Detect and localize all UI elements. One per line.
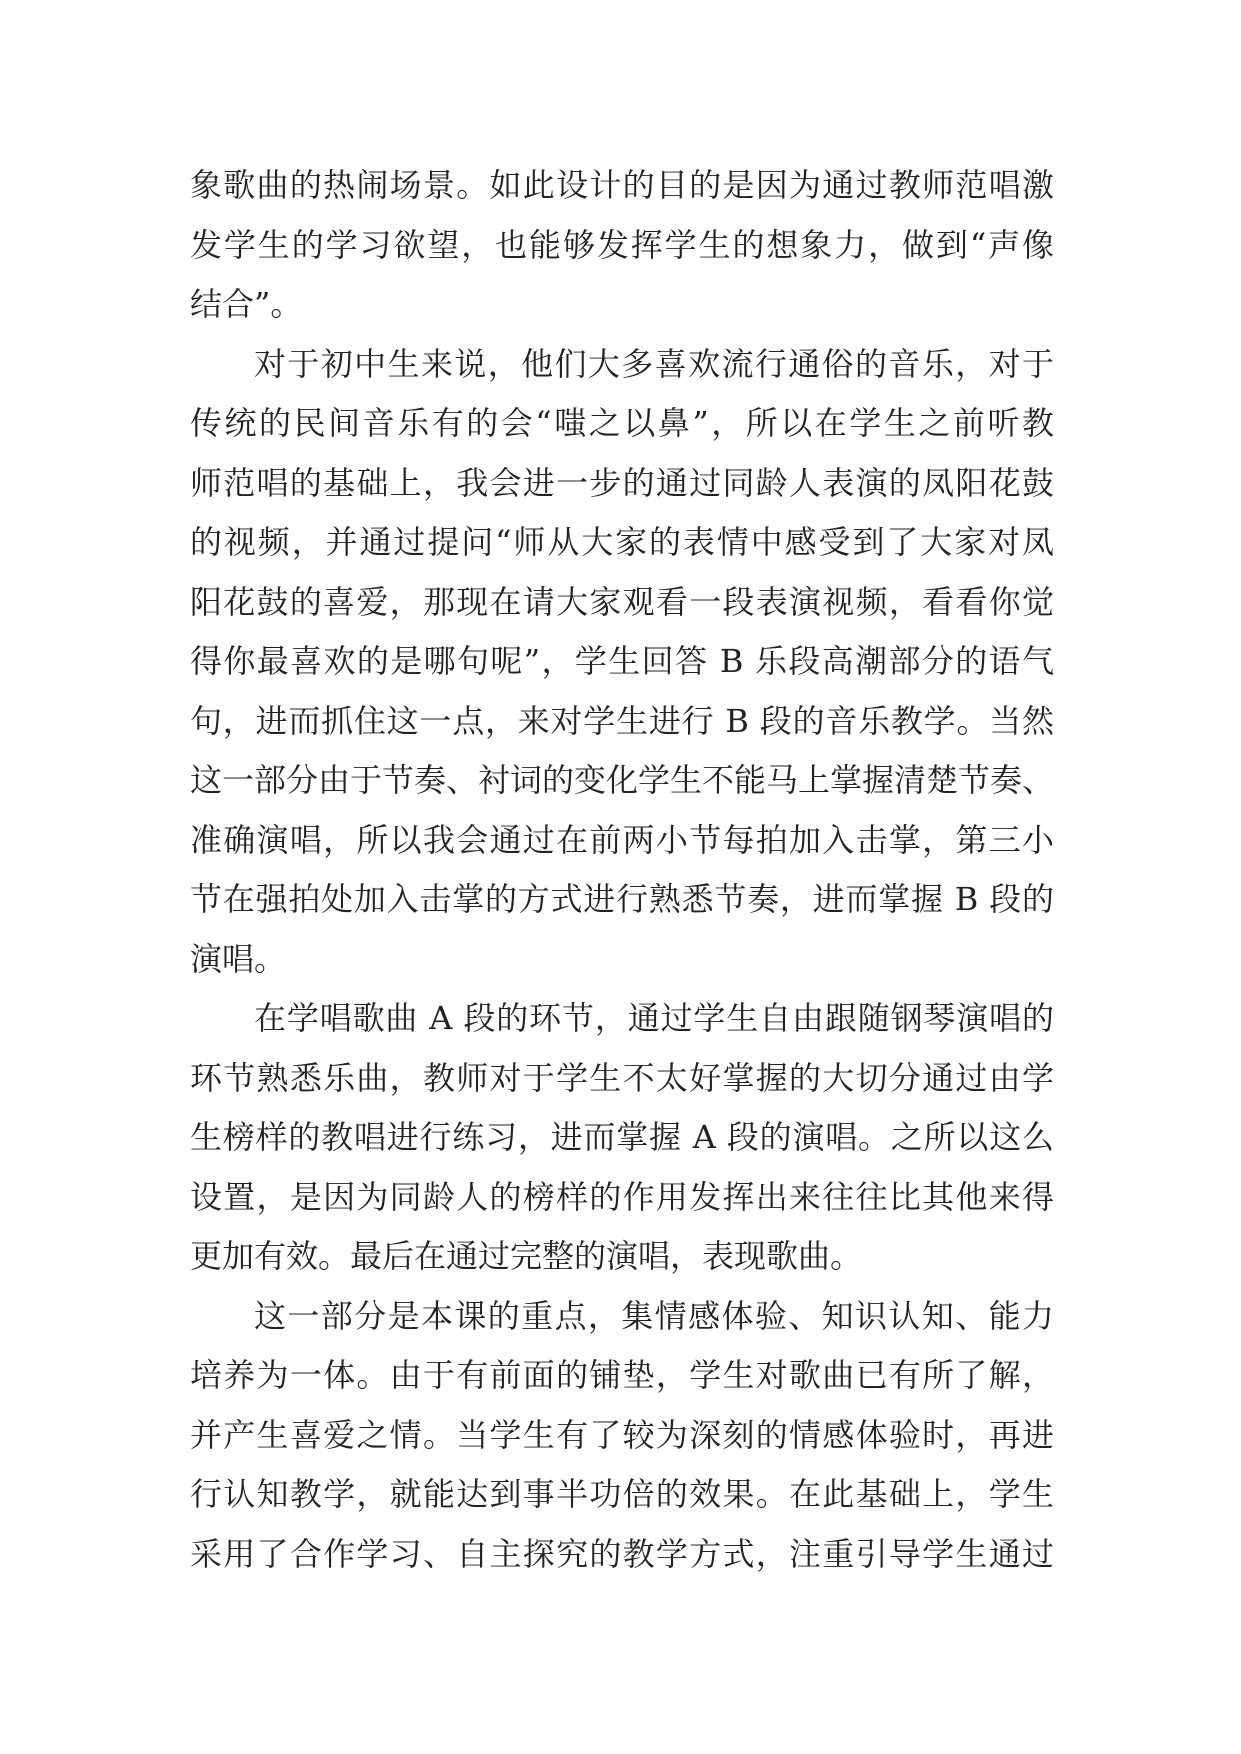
text-line: 更加有效。最后在通过完整的演唱，表现歌曲。 (190, 1237, 863, 1275)
text-line: 象歌曲的热闹场景。如此设计的目的是因为通过教师范唱激 (190, 166, 1054, 204)
text-line: 演唱。 (190, 939, 287, 978)
text-line: 节在强拍处加入击掌的方式进行熟悉节奏，进而掌握 B 段的 (190, 880, 1054, 918)
text-line: 发学生的学习欲望，也能够发挥学生的想象力，做到“声像 (190, 225, 1054, 264)
text-line: 对于初中生来说，他们大多喜欢流行通俗的音乐，对于 (254, 344, 1054, 383)
text-line: 传统的民间音乐有的会“嗤之以鼻”，所以在学生之前听教 (190, 404, 1054, 442)
text-line: 准确演唱，所以我会通过在前两小节每拍加入击掌，第三小 (190, 820, 1054, 859)
text-line: 采用了合作学习、自主探究的教学方式，注重引导学生通过 (190, 1534, 1054, 1573)
text-line: 阳花鼓的喜爱，那现在请大家观看一段表演视频，看看你觉 (190, 582, 1054, 621)
text-line: 生榜样的教唱进行练习，进而掌握 A 段的演唱。之所以这么 (190, 1118, 1054, 1156)
text-line: 在学唱歌曲 A 段的环节，通过学生自由跟随钢琴演唱的 (254, 999, 1054, 1037)
text-line: 的视频，并通过提问“师从大家的表情中感受到了大家对凤 (190, 523, 1054, 561)
text-line: 这一部分由于节奏、衬词的变化学生不能马上掌握清楚节奏、 (190, 761, 1055, 799)
text-line: 句，进而抓住这一点，来对学生进行 B 段的音乐教学。当然 (190, 701, 1054, 740)
text-line: 并产生喜爱之情。当学生有了较为深刻的情感体验时，再进 (190, 1415, 1054, 1454)
text-line: 师范唱的基础上，我会进一步的通过同龄人表演的凤阳花鼓 (190, 463, 1054, 502)
body-text (190, 156, 1054, 1584)
text-line: 结合”。 (190, 285, 303, 323)
text-line: 培养为一体。由于有前面的铺垫，学生对歌曲已有所了解， (190, 1356, 1054, 1394)
text-line: 环节熟悉乐曲，教师对于学生不太好掌握的大切分通过由学 (190, 1058, 1054, 1097)
text-line: 行认知教学，就能达到事半功倍的效果。在此基础上，学生 (190, 1475, 1054, 1513)
text-line: 这一部分是本课的重点，集情感体验、知识认知、能力 (254, 1296, 1054, 1335)
text-line: 设置，是因为同龄人的榜样的作用发挥出来往往比其他来得 (190, 1177, 1054, 1216)
text-line: 得你最喜欢的是哪句呢”，学生回答 B 乐段高潮部分的语气 (190, 642, 1054, 680)
